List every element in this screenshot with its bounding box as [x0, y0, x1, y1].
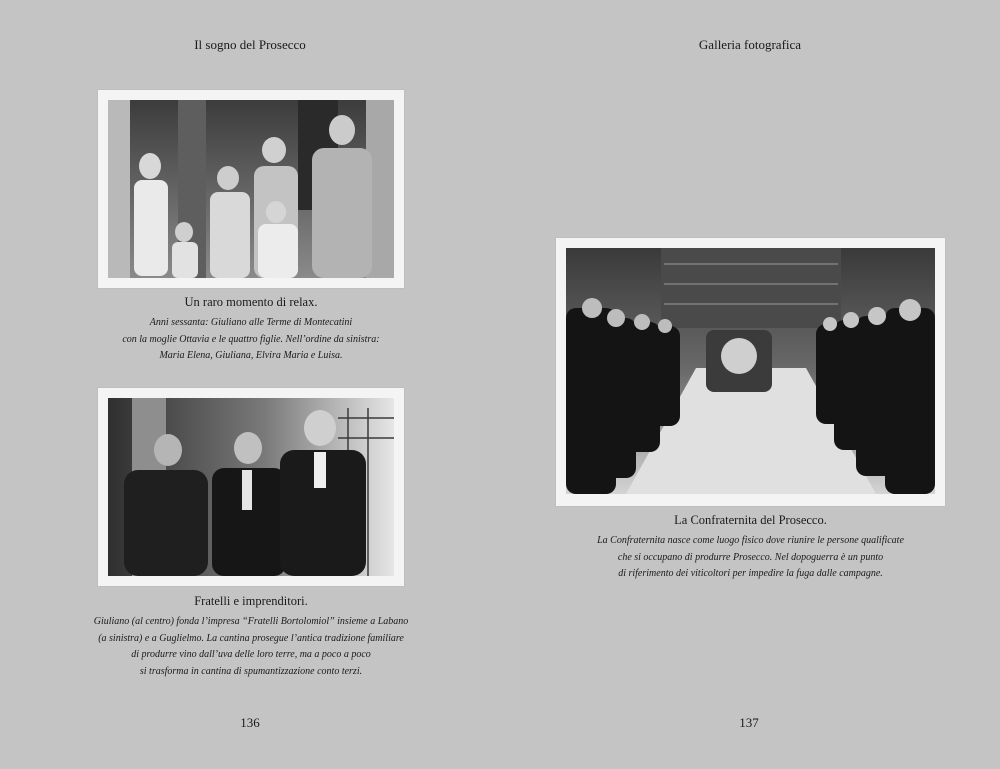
family-photo — [108, 100, 394, 278]
caption-line: di riferimento dei viticoltori per impedire la fuga dalle campagne. — [618, 568, 883, 579]
confraternita-photo — [566, 248, 935, 494]
caption-line: con la moglie Ottavia e le quattro figlie. Nell’ordine da sinistra: — [122, 333, 380, 345]
brothers-photo — [108, 398, 394, 576]
caption-line: Maria Elena, Giuliana, Elvira Maria e Luisa. — [159, 350, 343, 361]
caption-brothers — [80, 594, 422, 680]
caption-body — [98, 315, 404, 365]
photo-frame-brothers — [98, 388, 404, 586]
caption-line: Anni sessanta: Giuliano alle Terme di Montecatini — [149, 317, 353, 328]
caption-line: La Confraternita nasce come luogo fisico dove riunire le persone qualificate — [597, 535, 904, 546]
caption-line: che si occupano di produrre Prosecco. Nel dopoguerra è un punto — [617, 551, 884, 563]
caption-title: Fratelli e imprenditori. — [194, 594, 308, 608]
caption-body — [556, 533, 945, 583]
caption-family — [98, 295, 404, 365]
photo-frame-confraternita — [556, 238, 945, 506]
caption-body — [80, 614, 422, 680]
caption-line: Giuliano (al centro) fonda l’impresa “Fratelli Bortolomiol” insieme a Labano — [93, 616, 409, 627]
caption-title: La Confraternita del Prosecco. — [674, 513, 827, 527]
page-number-right: 137 — [739, 715, 759, 730]
caption-line: (a sinistra) e a Guglielmo. La cantina prosegue l’antica tradizione familiare — [98, 632, 404, 644]
running-head-right: Galleria fotografica — [698, 37, 802, 52]
page-number-left: 136 — [240, 715, 260, 730]
caption-line: di produrre vino dall’uva delle loro terre, ma a poco a poco — [131, 649, 371, 660]
caption-title: Un raro momento di relax. — [184, 295, 318, 309]
caption-confraternita — [556, 513, 945, 583]
right-page — [500, 0, 1000, 769]
running-head-left: Il sogno del Prosecco — [194, 37, 306, 52]
photo-frame-family — [98, 90, 404, 288]
caption-line: si trasforma in cantina di spumantizzazione conto terzi. — [139, 665, 363, 677]
